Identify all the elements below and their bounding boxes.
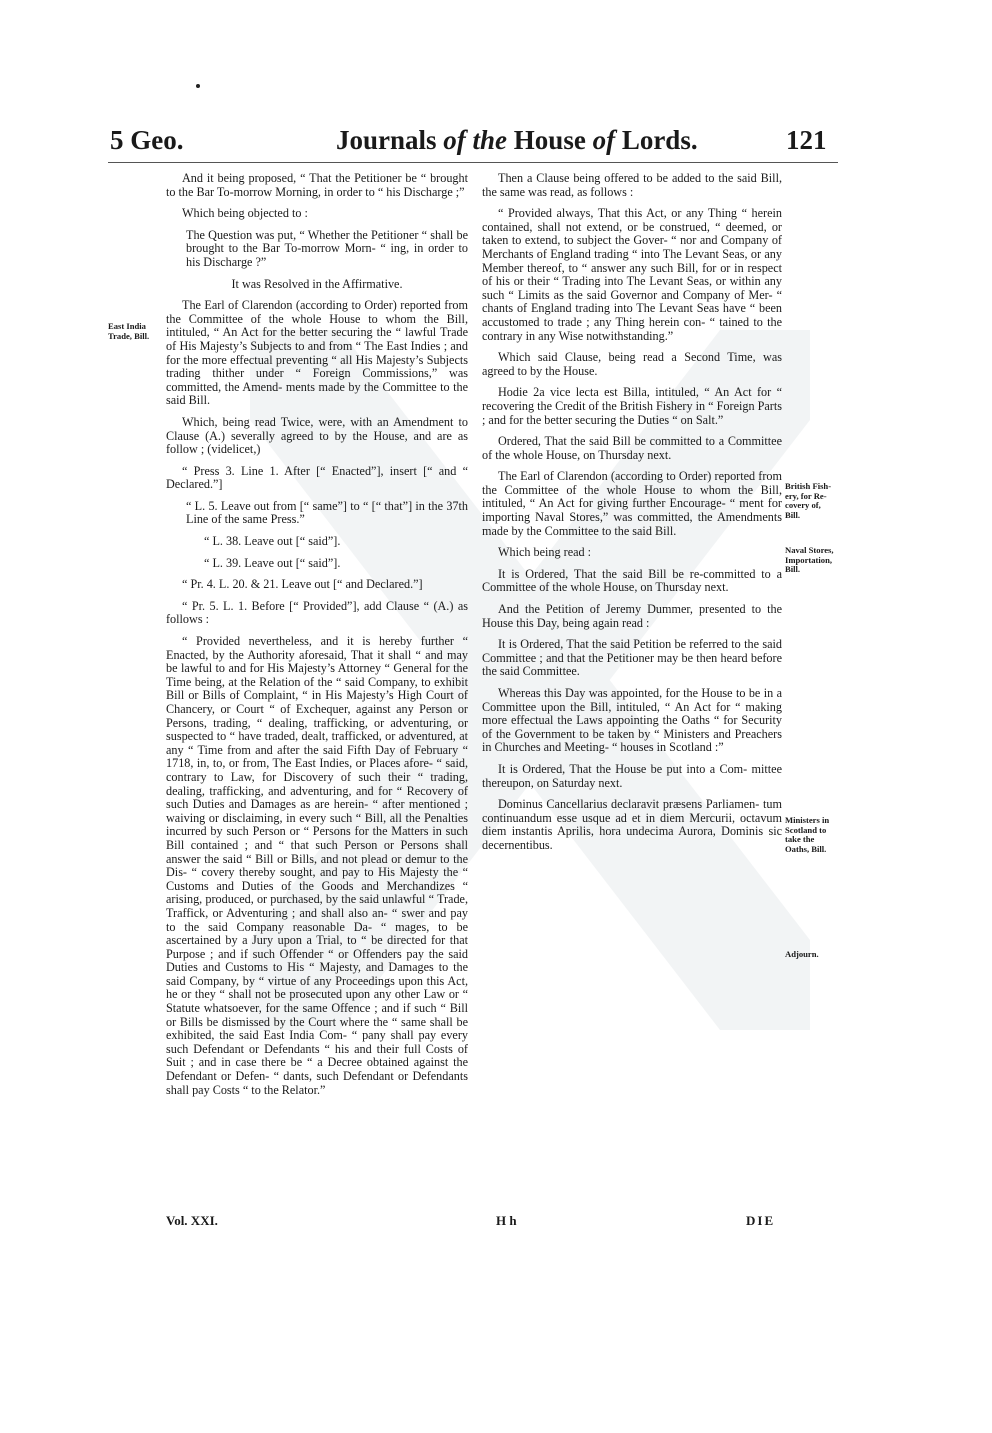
right-column-paragraph: Ordered, That the said Bill be committed to a Committee of the whole House, on Thursday next. bbox=[482, 434, 782, 462]
left-column-paragraph: The Question was put, “ Whether the Petitioner “ shall be brought to the Bar To-morrow Morn- “ ing, in order to his Discharge ?” bbox=[186, 227, 468, 269]
signature-mark: H h bbox=[496, 1213, 517, 1228]
title-the: the bbox=[472, 125, 508, 155]
left-column-paragraph: “ Provided nevertheless, and it is hereby further “ Enacted, by the Authority aforesaid, That it shall “ and may be lawful to and for His Majesty’s Attorney “ General for the Time being, at the Relation of the “ said Company, to exhibit Bill or Bills of Complaint, “ in His Majesty’s High Court of Chancery, or Court “ of Exchequer, against any Person or Persons, trading, “ dealing, trafficking, or adventuring, or suspected to “ have traded, dealt, trafficked, or adventured, at any “ Time from and after the said Fifth Day of February “ 1718, in, to, or from, The East Indies, or Places afore- “ said, contrary to Law, for Discovery of such their “ trading, dealing, trafficking, and adventuring, and for “ Recovery of such Duties and Damages as are herein- “ after mentioned ; waiving or disclaiming, in every such “ Bill, all the Penalties incurred by such Person or “ Persons for the Matters in such Bill contained ; and “ that such Person or Persons shall answer the said “ Bill or Bills, and not plead or demur to the Dis- “ covery thereby sought, and pay to His Majesty the “ Customs and Duties of the Goods and Merchandizes “ arising, produced, or purchased, by the said unlawful “ Trade, Traffick, or Adventuring ; and shall also an- “ swer and pay to the said Company reasonable Da- “ mages, to be ascertained by a Jury upon a Trial, to “ be directed for that Purpose ; and if such Offender “ or Offenders pay the said Duties and Customs to His “ Majesty, and Damages to the said Company, by “ virtue of any Proceedings upon this Act, he or they “ shall not be prosecuted upon any other Law or “ Statute whatsoever, for the same Offence ; and if such “ Bill or Bills be dismissed by the Court where the “ same shall be exhibited, the said East India Com- “ pany shall pay every such Defendant or Defendants “ his and their full Costs of Suit ; and in case there be “ a Decree obtained against the Defendant or Defen- “ dants, such Defendant or Defendants shall pay Costs “ to the Relator.” bbox=[166, 634, 468, 1097]
right-column-paragraph: It is Ordered, That the said Petition be referred to the said Committee ; and that the Petitioner may be then heard before the said Committee. bbox=[482, 637, 782, 679]
left-column-paragraph: “ Press 3. Line 1. After [“ Enacted”], insert [“ and “ Declared.”] bbox=[166, 463, 468, 492]
left-column-paragraph: “ L. 38. Leave out [“ said”]. bbox=[204, 534, 341, 549]
right-column-paragraph: Dominus Cancellarius declaravit præsens Parliamen- tum continuandum esse usque ad et in diem Mercurii, octavum diem instantis Aprilis, hora undecima Aurora, Dominis sic decernentibus. bbox=[482, 797, 782, 852]
left-column-paragraph: Which, being read Twice, were, with an Amendment to Clause (A.) severally agreed to by the House, and are as follow ; (videlicet,) bbox=[166, 414, 468, 457]
left-column-paragraph: Which being objected to : bbox=[182, 206, 308, 221]
margin-note-adjourn: Adjourn. bbox=[785, 949, 819, 959]
page-title bbox=[336, 124, 698, 156]
title-of-2: of bbox=[592, 125, 616, 155]
left-column bbox=[166, 172, 468, 1105]
margin-note-east-india: East India Trade, Bill. bbox=[108, 321, 150, 341]
title-journals: Journals bbox=[336, 125, 437, 155]
right-column-paragraph: Which said Clause, being read a Second Time, was agreed to by the House. bbox=[482, 350, 782, 378]
right-column-paragraph: And the Petition of Jeremy Dummer, presented to the House this Day, being again read : bbox=[482, 602, 782, 630]
title-lords: Lords. bbox=[621, 125, 698, 155]
volume-number: Vol. XXI. bbox=[166, 1213, 218, 1228]
margin-note-ministers-scotland: Ministers in Scotland to take the Oaths, Bill. bbox=[785, 815, 830, 854]
right-column-paragraph: Whereas this Day was appointed, for the House to be in a Committee upon the Bill, intituled, “ An Act for “ making more effectual the Laws appointing the Oaths “ for Security of the Government to be taken by “ Ministers and Preachers in Churches and Meeting- “ houses in Scotland :” bbox=[482, 686, 782, 755]
left-column-paragraph: The Earl of Clarendon (according to Order) reported from the Committee of the whole House to whom the Bill, intituled, “ An Act for the better securing the “ lawful Trade of His Majesty’s Subjects to and from “ The East Indies ; and for the more effectual preventing “ all His Majesty’s Subjects trading thither under “ Foreign Commissions,” was committed, the Amend- ments made by the Committee to the said Bill. bbox=[166, 298, 468, 408]
right-column-paragraph: Which being read : bbox=[498, 545, 592, 560]
margin-note-british-fishery: British Fish- ery, for Re- covery of, Bill. bbox=[785, 481, 832, 520]
ink-speck bbox=[196, 84, 200, 88]
catchword: DIE bbox=[746, 1213, 776, 1228]
right-column-paragraph: It is Ordered, That the House be put into a Com- mittee thereupon, on Saturday next. bbox=[482, 761, 782, 790]
right-column-paragraph: Then a Clause being offered to be added to the said Bill, the same was read, as follows : bbox=[482, 171, 782, 199]
left-column-paragraph: “ Pr. 5. L. 1. Before [“ Provided”], add Clause “ (A.) as follows : bbox=[166, 598, 468, 627]
left-column-paragraph: “ L. 5. Leave out from [“ same”] to “ [“ that”] in the 37th Line of the same Press.” bbox=[186, 498, 468, 527]
right-column bbox=[482, 172, 782, 861]
regnal-year: 5 Geo. bbox=[110, 125, 184, 155]
left-column-paragraph: “ L. 39. Leave out [“ said”]. bbox=[204, 555, 341, 570]
header-rule bbox=[108, 162, 838, 163]
left-column-paragraph: And it being proposed, “ That the Petitioner be “ brought to the Bar To-morrow Morning, in order to “ his Discharge ;” bbox=[166, 171, 468, 199]
margin-note-naval-stores: Naval Stores, Importation, Bill. bbox=[785, 545, 834, 575]
right-column-paragraph: The Earl of Clarendon (according to Order) reported from the Committee of the whole House to whom the Bill, intituled, “ An Act for giving further Encourage- “ ment for importing Naval Stores,” was committed, the Amendments made by the Committee to the said Bill. bbox=[482, 469, 782, 538]
page-number: 121 bbox=[786, 125, 827, 155]
left-column-paragraph: It was Resolved in the Affirmative. bbox=[231, 276, 403, 291]
title-house: House bbox=[513, 125, 586, 155]
right-column-paragraph: “ Provided always, That this Act, or any Thing “ herein contained, shall not extend, or be construed, “ deemed, or taken to extend, to subject the Gover- “ nor and Company of Merchants of England trading “ into The Levant Seas, or any Member thereof, to “ answer any such Bill, for or in respect of his or their “ Trading into The Levant Seas, or within any such “ Limits as the said Governor and Company of Mer- “ chants of England trading into The Levant Seas have “ been accustomed to trade ; any Thing herein con- “ tained to the contrary in any Wise notwithstanding.” bbox=[482, 206, 782, 343]
title-of: of bbox=[443, 125, 466, 155]
right-column-paragraph: Hodie 2a vice lecta est Billa, intituled, “ An Act for “ recovering the Credit of the British Fishery in “ Foreign Parts ; and for the better securing the Duties “ on Salt.” bbox=[482, 385, 782, 427]
left-column-paragraph: “ Pr. 4. L. 20. & 21. Leave out [“ and Declared.”] bbox=[182, 577, 423, 592]
right-column-paragraph: It is Ordered, That the said Bill be re-committed to a Committee of the whole House, on Thursday next. bbox=[482, 566, 782, 595]
